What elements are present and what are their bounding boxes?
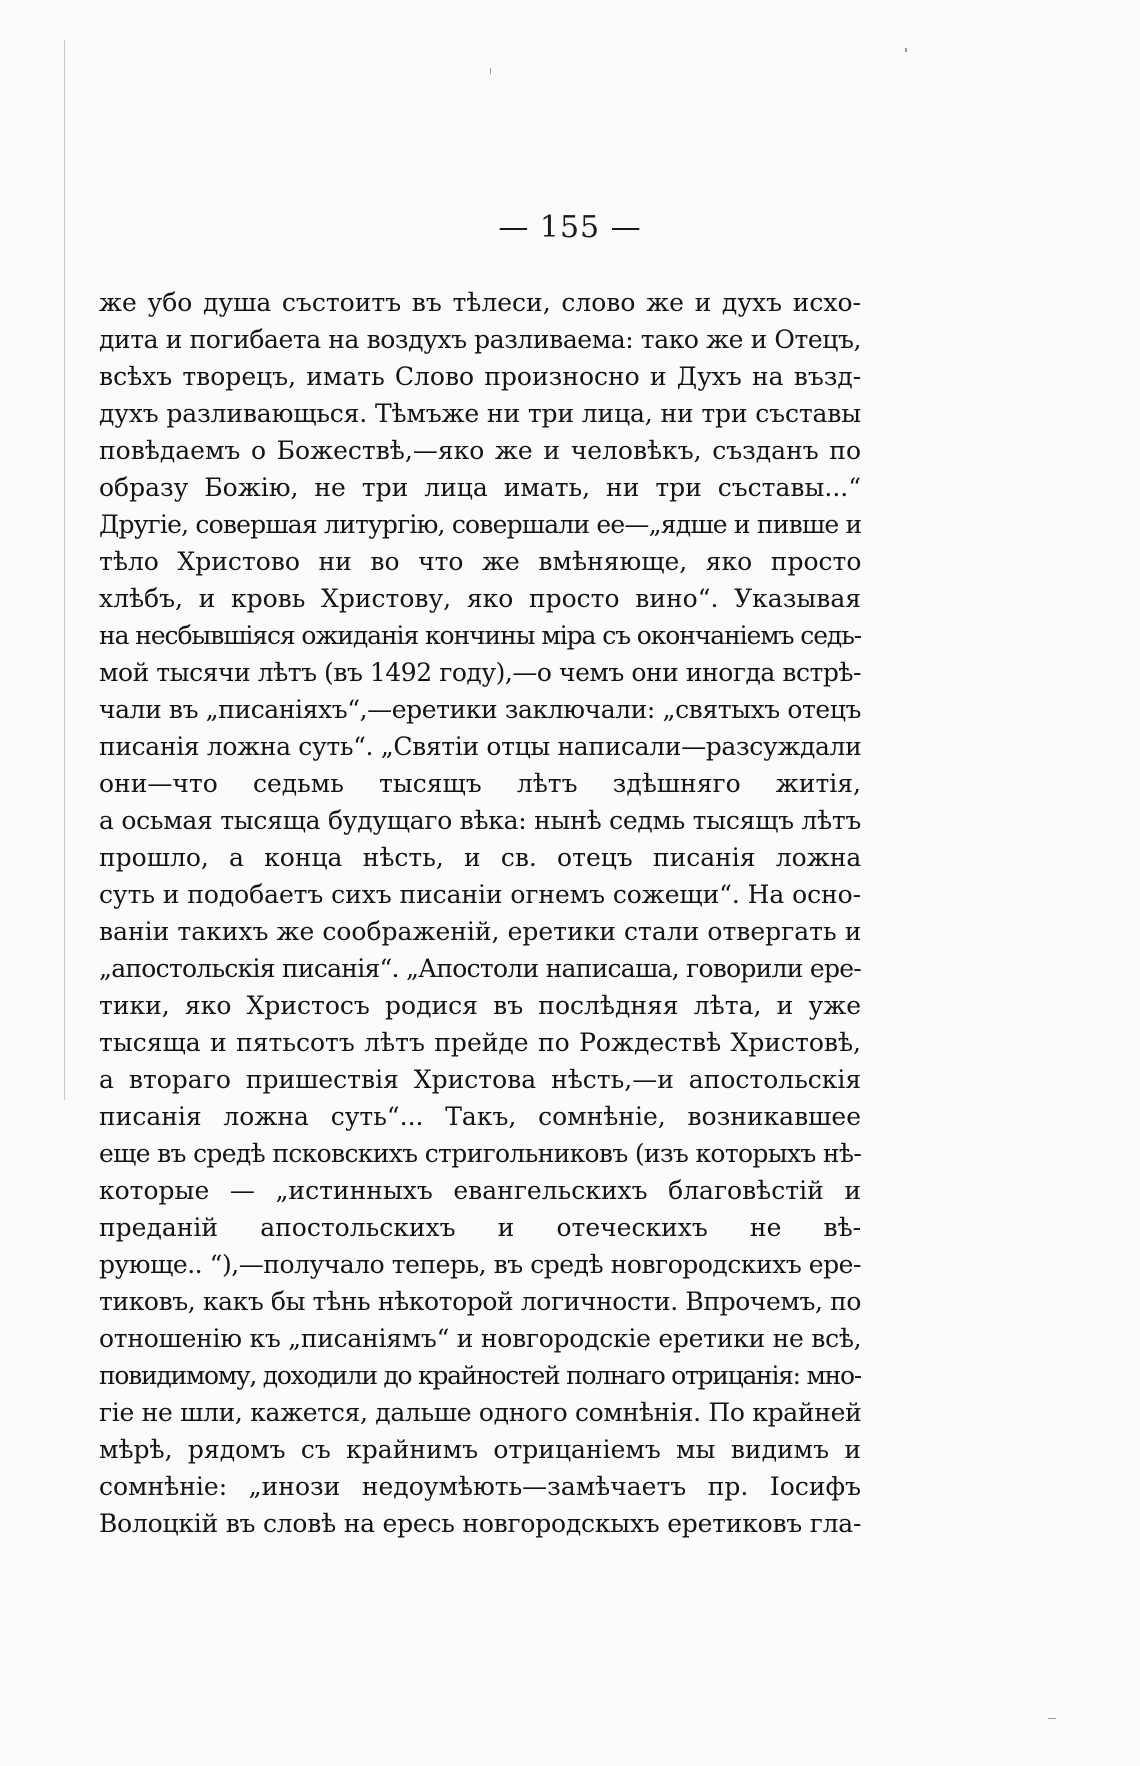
- text-line: ванiи такихъ же соображенiй, еретики стали отвергать и: [99, 917, 861, 946]
- text-line: еще въ средѣ псковскихъ стригольниковъ (изъ которыхъ нѣ-: [99, 1139, 861, 1168]
- paper-speck: [490, 68, 491, 74]
- text-line: образу Божiю, не три лица имать, ни три съставы...“: [99, 473, 861, 502]
- text-line: тысяща и пятьсотъ лѣтъ прейде по Рождествѣ Христовѣ,: [99, 1028, 861, 1057]
- text-line: всѣхъ творецъ, имать Слово произносно и Духъ на възд-: [99, 362, 861, 391]
- text-line: отношенiю къ „писанiямъ“ и новгородскiе еретики не всѣ,: [99, 1324, 861, 1353]
- text-line: духъ разливающься. Тѣмъже ни три лица, ни три съставы: [99, 399, 861, 428]
- text-line: „апостольскiя писанiя“. „Апостоли написаша, говорили ере-: [99, 954, 861, 983]
- text-line: тики, яко Христосъ родися въ послѣдняя лѣта, и уже: [99, 991, 861, 1020]
- text-line: хлѣбъ, и кровь Христову, яко просто вино“. Указывая: [99, 584, 861, 613]
- text-line: сомнѣнiе: „инози недоумѣють—замѣчаетъ пр. Iосифъ: [99, 1472, 861, 1501]
- text-line: повидимому, доходили до крайностей полнаго отрицанiя: мно-: [99, 1361, 861, 1390]
- text-line: тиковъ, какъ бы тѣнь нѣкоторой логичности. Впрочемъ, по: [99, 1287, 861, 1316]
- text-line: дита и погибаета на воздухъ разливаема: тако же и Отецъ,: [99, 325, 861, 354]
- text-line: чали въ „писанiяхъ“,—еретики заключали: „святыхъ отецъ: [99, 695, 861, 724]
- text-line: Другiе, совершая литургiю, совершали ее—„ядше и пивше и: [99, 510, 861, 539]
- text-line: же убо душа състоитъ въ тѣлеси, слово же и духъ исхо-: [99, 288, 861, 317]
- text-line: Волоцкiй въ словѣ на ересь новгородскыхъ еретиковъ гла-: [99, 1509, 861, 1538]
- paper-speck: [1048, 1718, 1056, 1719]
- body-text: [99, 284, 861, 1542]
- text-line: мѣрѣ, рядомъ съ крайнимъ отрицанiемъ мы видимъ и: [99, 1435, 861, 1464]
- text-line: рующе.. “),—получало теперь, въ средѣ новгородскихъ ере-: [99, 1250, 861, 1279]
- paper-speck: [905, 48, 907, 52]
- text-line: на несбывшiяся ожиданiя кончины мiра съ окончанiемъ седь-: [99, 621, 861, 650]
- text-line: они—что седьмь тысящъ лѣтъ здѣшняго житiя,: [99, 769, 861, 798]
- text-line: а втораго пришествiя Христова нѣсть,—и апостольскiя: [99, 1065, 861, 1094]
- text-line: тѣло Христово ни во что же вмѣняюще, яко просто: [99, 547, 861, 576]
- left-margin-shadow: [64, 40, 65, 1100]
- page-number: — 155 —: [498, 210, 642, 245]
- text-line: суть и подобаетъ сихъ писанiи огнемъ сожещи“. На осно-: [99, 880, 861, 909]
- text-line: гiе не шли, кажется, дальше одного сомнѣнiя. По крайней: [99, 1398, 861, 1427]
- text-line: преданiй апостольскихъ и отеческихъ не вѣ-: [99, 1213, 861, 1242]
- text-line: писанiя ложна суть“... Такъ, сомнѣнiе, возникавшее: [99, 1102, 861, 1131]
- text-line: а осьмая тысяща будущаго вѣка: нынѣ седмь тысящъ лѣтъ: [99, 806, 861, 835]
- text-line: мой тысячи лѣтъ (въ 1492 году),—о чемъ они иногда встрѣ-: [99, 658, 861, 687]
- text-line: повѣдаемъ о Божествѣ,—яко же и человѣкъ, създанъ по: [99, 436, 861, 465]
- text-line: писанiя ложна суть“. „Святiи отцы написали—разсуждали: [99, 732, 861, 761]
- text-line: прошло, а конца нѣсть, и св. отецъ писанiя ложна: [99, 843, 861, 872]
- text-line: которые — „истинныхъ евангельскихъ благовѣстiй и: [99, 1176, 861, 1205]
